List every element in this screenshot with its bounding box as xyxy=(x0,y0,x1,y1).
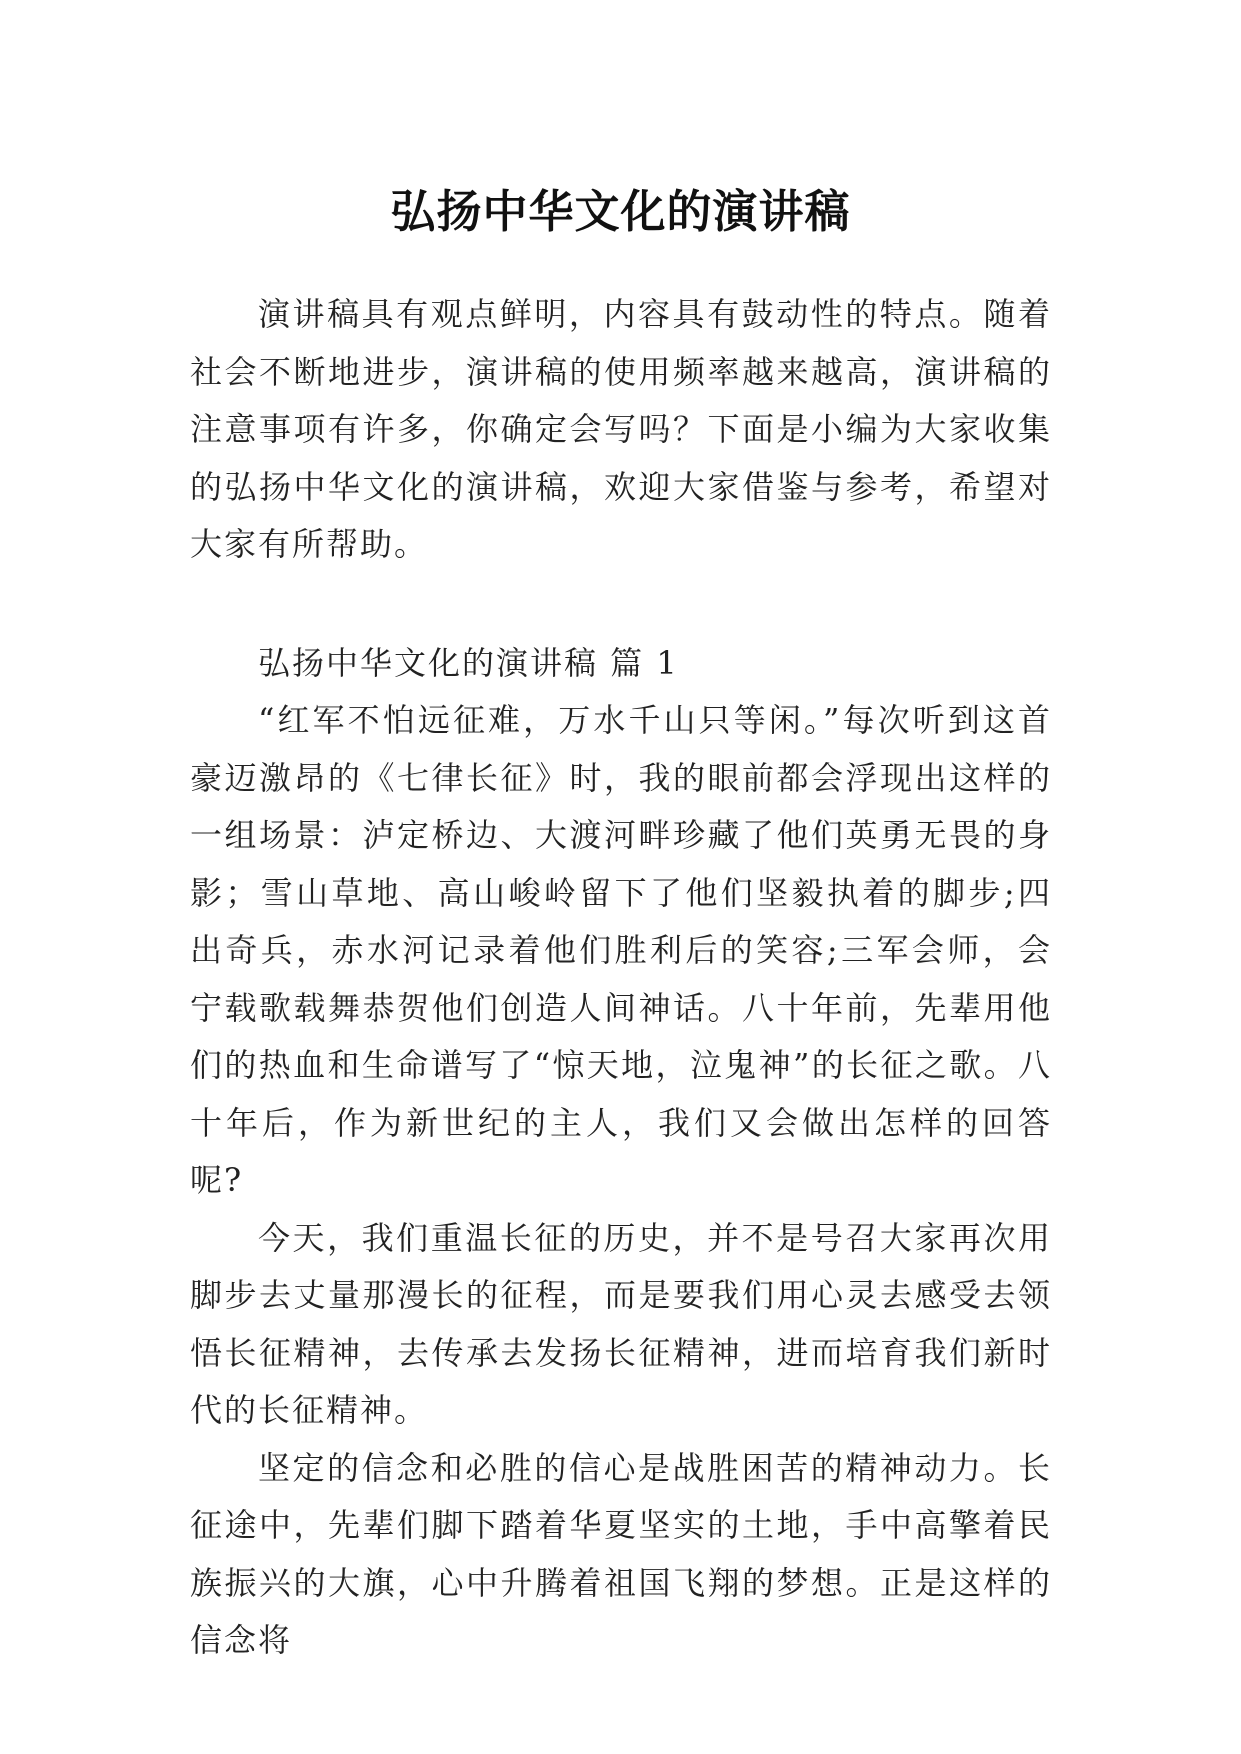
paragraph-1: “红军不怕远征难，万水千山只等闲。”每次听到这首豪迈激昂的《七律长征》时，我的眼前都会浮现出这样的一组场景：泸定桥边、大渡河畔珍藏了他们英勇无畏的身影；雪山草地、高山峻岭留下了他们坚毅执着的脚步;四出奇兵，赤水河记录着他们胜利后的笑容;三军会师，会宁载歌载舞恭贺他们创造人间神话。八十年前，先辈用他们的热血和生命谱写了“惊天地，泣鬼神”的长征之歌。八十年后，作为新世纪的主人，我们又会做出怎样的回答呢? xyxy=(190,701,1052,1199)
paragraph-2: 今天，我们重温长征的历史，并不是号召大家再次用脚步去丈量那漫长的征程，而是要我们用心灵去感受去领悟长征精神，去传承去发扬长征精神，进而培育我们新时代的长征精神。 xyxy=(190,1218,1052,1429)
article-body xyxy=(190,692,1052,1670)
paragraph-3: 坚定的信念和必胜的信心是战胜困苦的精神动力。长征途中，先辈们脚下踏着华夏坚实的土地，手中高擎着民族振兴的大旗，心中升腾着祖国飞翔的梦想。正是这样的信念将 xyxy=(190,1448,1052,1659)
section-heading: 弘扬中华文化的演讲稿 篇 1 xyxy=(258,644,679,682)
intro-paragraph: 演讲稿具有观点鲜明，内容具有鼓动性的特点。随着社会不断地进步，演讲稿的使用频率越来越高，演讲稿的注意事项有许多，你确定会写吗？下面是小编为大家收集的弘扬中华文化的演讲稿，欢迎大家借鉴与参考，希望对大家有所帮助。 xyxy=(190,295,1052,563)
page-title: 弘扬中华文化的演讲稿 xyxy=(390,185,851,239)
